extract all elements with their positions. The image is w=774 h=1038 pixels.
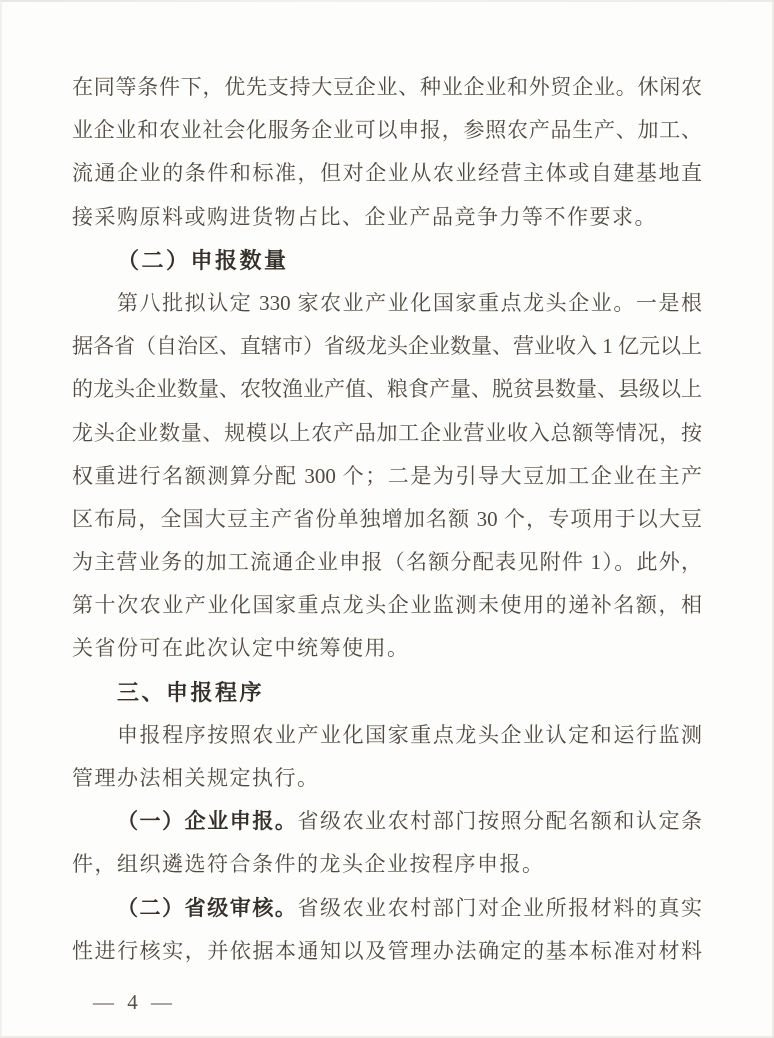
page-footer [93,990,176,1015]
text-line: 关省份可在此次认定中统筹使用。 [72,636,410,661]
text-line: （一）企业申报。省级农业农村部门按照分配名额和认定条 [117,809,702,834]
text-line: （二）省级审核。省级农业农村部门对企业所报材料的真实 [117,895,702,920]
text-line: 据各省（自治区、直辖市）省级龙头企业数量、营业收入 1 亿元以上 [72,334,702,359]
text-line: 业企业和农业社会化服务企业可以申报，参照农产品生产、加工、 [72,118,702,143]
text-line: 流通企业的条件和标准，但对企业从农业经营主体或自建基地直 [72,161,702,186]
text-line: 为主营业务的加工流通企业申报（名额分配表见附件 1）。此外， [72,550,702,575]
text-line: 第十次农业产业化国家重点龙头企业监测未使用的递补名额，相 [72,593,702,618]
scan-edge-artifact-left [0,0,2,1038]
page-number: — 4 — [93,990,176,1014]
text-line: 的龙头企业数量、农牧渔业产值、粮食产量、脱贫县数量、县级以上 [72,377,702,402]
text-line: 管理办法相关规定执行。 [72,766,320,790]
text-line: 申报程序按照农业产业化国家重点龙头企业认定和运行监测 [117,722,702,747]
run-in-heading: （一）企业申报。 [117,809,298,834]
text-line: 第八批拟认定 330 家农业产业化国家重点龙头企业。一是根 [117,290,702,315]
run-in-heading: （二）省级审核。 [117,895,298,920]
document-body [72,66,702,973]
scan-edge-artifact-top [0,0,774,2]
text-line: 龙头企业数量、规模以上农产品加工企业营业收入总额等情况，按 [72,420,702,445]
section-heading: （二）申报数量 [117,247,289,273]
text-line: 权重进行名额测算分配 300 个；二是为引导大豆加工企业在主产 [72,463,702,488]
text-line: 件，组织遴选符合条件的龙头企业按程序申报。 [72,852,545,877]
text-line: 性进行核实，并依据本通知以及管理办法确定的基本标准对材料 [72,938,702,963]
text-line: 在同等条件下，优先支持大豆企业、种业企业和外贸企业。休闲农 [72,75,702,99]
section-heading: 三、申报程序 [117,679,265,705]
text-line: 接采购原料或购进货物占比、企业产品竞争力等不作要求。 [72,204,657,229]
text-line: 区布局，全国大豆主产省份单独增加名额 30 个，专项用于以大豆 [72,506,702,531]
